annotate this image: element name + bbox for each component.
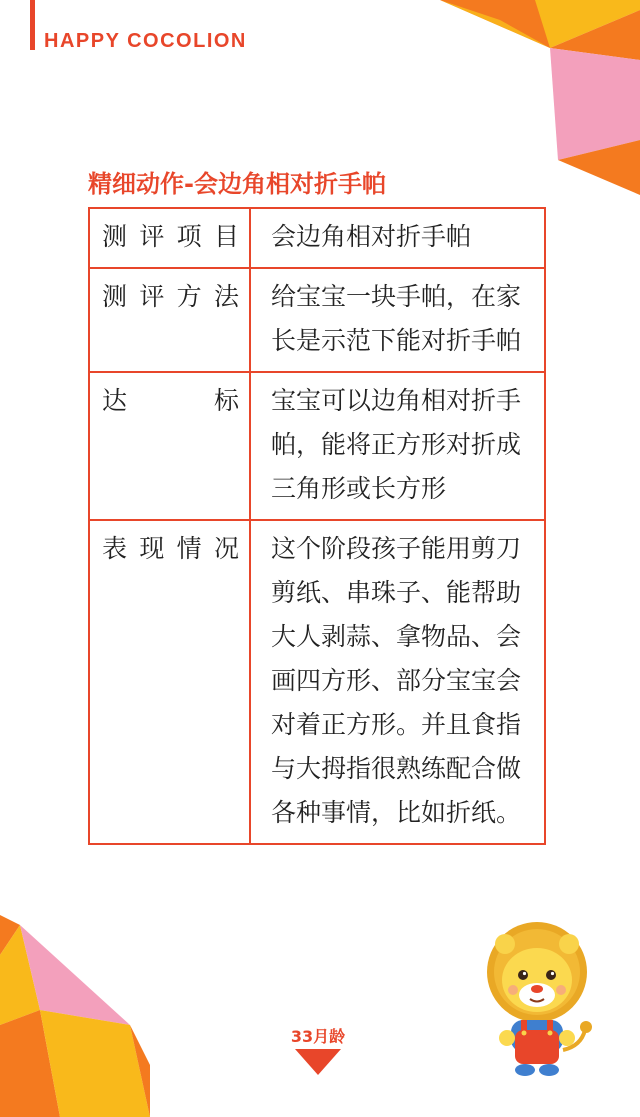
age-badge: 33月龄: [290, 1027, 346, 1046]
row-label: 表现情况: [89, 520, 250, 844]
table-row: [89, 372, 545, 520]
row-value: 会边角相对折手帕: [250, 208, 545, 268]
table-row: [89, 520, 545, 844]
triangle-down-icon: [295, 1049, 341, 1075]
lion-mascot-icon: [477, 920, 602, 1080]
table-row: [89, 208, 545, 268]
row-label: 测评方法: [89, 268, 250, 372]
row-value: 宝宝可以边角相对折手帕，能将正方形对折成三角形或长方形: [250, 372, 545, 520]
corner-decoration-bottom: [0, 915, 150, 1117]
corner-decoration-top: [440, 0, 640, 195]
row-label: 测评项目: [89, 208, 250, 268]
row-label: 达 标: [89, 372, 250, 520]
brand-accent-bar: [30, 0, 35, 50]
page-title: 精细动作-会边角相对折手帕: [88, 170, 386, 198]
table-row: [89, 268, 545, 372]
assessment-table: [88, 207, 546, 845]
row-value: 给宝宝一块手帕，在家长是示范下能对折手帕: [250, 268, 545, 372]
brand-name: HAPPY COCOLION: [44, 30, 247, 52]
row-value: 这个阶段孩子能用剪刀剪纸、串珠子、能帮助大人剥蒜、拿物品、会画四方形、部分宝宝会对着正方形。并且食指与大拇指很熟练配合做各种事情，比如折纸。: [250, 520, 545, 844]
